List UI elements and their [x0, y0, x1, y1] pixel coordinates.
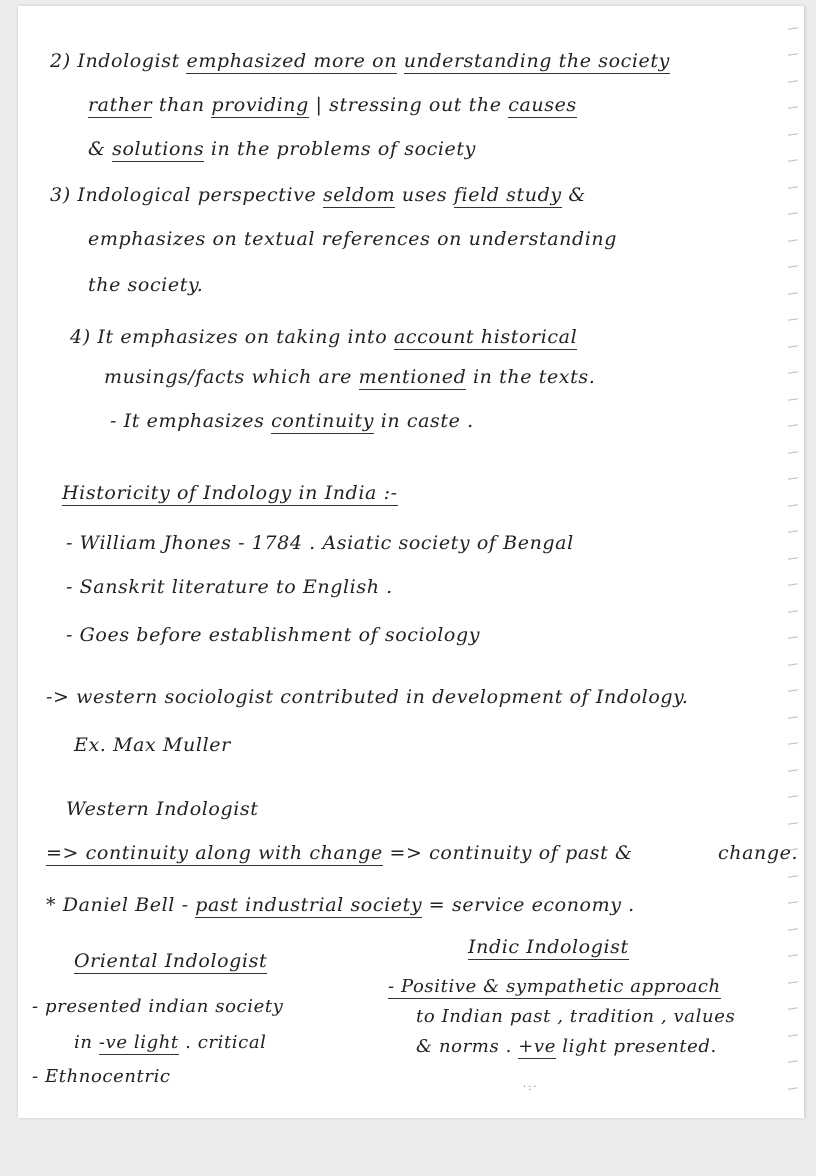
note-line: [88, 138, 476, 160]
text-segment: - presented indian society: [32, 996, 284, 1017]
text-segment: 3) Indological perspective: [50, 184, 323, 206]
underlined-phrase: solutions: [112, 138, 205, 160]
text-segment: musings/facts which are: [104, 366, 359, 388]
note-line-point-4: [70, 326, 577, 348]
underlined-phrase: causes: [508, 94, 577, 116]
text-segment: => continuity of past &: [382, 842, 633, 864]
underlined-phrase: -ve light: [98, 1032, 179, 1053]
note-line: [46, 686, 689, 708]
heading-text: Oriental Indologist: [74, 950, 268, 972]
section-heading-oriental-indologist: [74, 950, 267, 972]
section-heading-indic-indologist: [468, 936, 629, 958]
text-segment: change.: [718, 842, 799, 864]
text-segment: &: [561, 184, 586, 206]
note-line: [88, 274, 203, 296]
text-segment: -> western sociologist contributed in development of Indology.: [46, 686, 689, 708]
text-segment: to Indian past , tradition , values: [416, 1006, 736, 1027]
text-segment: - It emphasizes: [110, 410, 272, 432]
text-segment: = service economy .: [422, 894, 635, 916]
note-line: [74, 734, 231, 756]
text-segment: in: [74, 1032, 99, 1053]
underlined-phrase: understanding the society: [403, 50, 670, 72]
text-segment: emphasizes on textual references on understanding: [88, 228, 617, 250]
text-segment: - William Jhones - 1784 . Asiatic society of Bengal: [66, 532, 574, 554]
note-line: [46, 894, 635, 916]
note-line: [110, 410, 474, 432]
note-line: [66, 624, 480, 646]
underlined-phrase: => continuity along with change: [46, 842, 383, 864]
text-segment: &: [88, 138, 113, 160]
underlined-phrase: past industrial society: [195, 894, 423, 916]
note-line: [74, 1032, 267, 1053]
note-line: [88, 228, 617, 250]
text-segment: * Daniel Bell -: [46, 894, 196, 916]
note-line: [416, 1036, 717, 1057]
text-segment: than: [152, 94, 212, 116]
text-segment: [397, 50, 404, 72]
section-heading-western-indologist: [66, 798, 259, 820]
underlined-phrase: - Positive & sympathetic approach: [388, 976, 721, 997]
underlined-phrase: emphasized more on: [186, 50, 398, 72]
underlined-phrase: mentioned: [358, 366, 467, 388]
text-segment: Ex. Max Muller: [74, 734, 231, 756]
text-segment: 4) It emphasizes on taking into: [70, 326, 394, 348]
note-line: [32, 996, 283, 1017]
text-segment: - Sanskrit literature to English .: [66, 576, 393, 598]
text-segment: - Ethnocentric: [32, 1066, 171, 1087]
underlined-phrase: seldom: [322, 184, 396, 206]
note-line-point-2: [50, 50, 670, 72]
underlined-phrase: +ve: [518, 1036, 556, 1057]
text-segment: 2) Indologist: [50, 50, 187, 72]
text-segment: in the problems of society: [204, 138, 476, 160]
note-line: [388, 976, 721, 997]
text-segment: | stressing out the: [308, 94, 509, 116]
notebook-page: [18, 6, 805, 1118]
note-line: [88, 94, 577, 116]
underlined-phrase: providing: [211, 94, 309, 116]
note-line: [66, 532, 574, 554]
note-line: [416, 1006, 735, 1027]
heading-text: Indic Indologist: [468, 936, 629, 958]
underlined-phrase: account historical: [393, 326, 578, 348]
underlined-phrase: continuity: [271, 410, 375, 432]
underlined-phrase: field study: [453, 184, 562, 206]
heading-text: Historicity of Indology in India :-: [62, 482, 398, 504]
note-line: [718, 842, 798, 864]
page-edge-marks: [784, 6, 798, 1118]
section-heading-historicity: [62, 482, 398, 504]
note-line: [46, 842, 633, 864]
text-segment: . critical: [178, 1032, 267, 1053]
text-segment: & norms .: [416, 1036, 519, 1057]
text-segment: - Goes before establishment of sociology: [66, 624, 481, 646]
text-segment: in the texts.: [466, 366, 596, 388]
note-line-point-3: [50, 184, 586, 206]
note-line: [104, 366, 595, 388]
text-segment: in caste .: [374, 410, 474, 432]
text-segment: uses: [395, 184, 454, 206]
heading-text: Western Indologist: [66, 798, 259, 820]
text-segment: the society.: [88, 274, 204, 296]
text-segment: light presented.: [555, 1036, 717, 1057]
ink-speckle: ·:·: [523, 1082, 539, 1093]
note-line: [32, 1066, 171, 1087]
underlined-phrase: rather: [88, 94, 153, 116]
note-line: [66, 576, 393, 598]
